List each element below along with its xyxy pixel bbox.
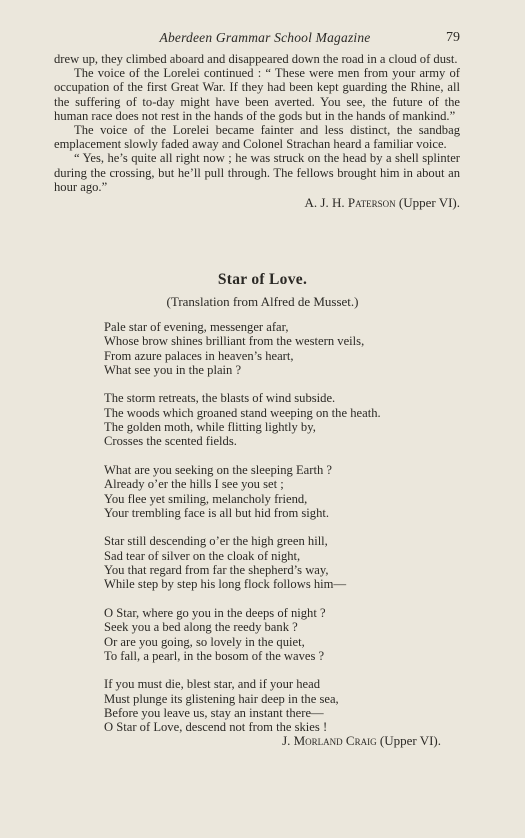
poem-body (104, 320, 464, 749)
poem-line: From azure palaces in heaven’s heart, (104, 348, 294, 363)
poem-author-signature (0, 733, 441, 749)
poem-stanza (104, 320, 464, 377)
poem-subtitle: (Translation from Alfred de Musset.) (166, 294, 359, 309)
poem-stanza (104, 534, 464, 591)
poem-line: The woods which groaned stand weeping on the heath. (104, 405, 381, 420)
poem-line: You that regard from far the shepherd’s way, (104, 563, 329, 578)
poem-line: The storm retreats, the blasts of wind subside. (104, 391, 336, 406)
story-continuation (54, 52, 460, 210)
poem-line: While step by step his long flock follows him— (104, 577, 347, 592)
poem-line: Already o’er the hills I see you set ; (104, 477, 284, 492)
poem-line: O Star of Love, descend not from the skies ! (104, 720, 328, 735)
poem-line: O Star, where go you in the deeps of night ? (104, 605, 326, 620)
poem-line: Crosses the scented fields. (104, 434, 237, 449)
author-initials: A. J. H. (304, 195, 345, 211)
poem-author-initial: J. (282, 733, 291, 748)
poem-title: Star of Love. (217, 271, 308, 288)
magazine-title: Aberdeen Grammar School Magazine (159, 30, 371, 45)
poem-line: Sad tear of silver on the cloak of night, (104, 548, 301, 563)
poem-line: Star still descending o’er the high green hill, (104, 534, 328, 549)
poem-stanza (104, 391, 464, 448)
prose-paragraph: The voice of the Lorelei continued : “ These were men from your army of occupation of the first Great War. If they had been kept guarding the Rhine, all the suffering of to-day might have been averted. You see, the future of the human race does not rest in the hands of the gods but in the hands of mankind.” (54, 66, 460, 123)
poem-line: To fall, a pearl, in the bosom of the waves ? (104, 648, 325, 663)
poem-line: The golden moth, while flitting lightly by, (104, 420, 316, 435)
poem-line: If you must die, blest star, and if your head (104, 677, 320, 692)
poem-line: Before you leave us, stay an instant there— (104, 706, 324, 721)
author-surname: Paterson (347, 195, 396, 211)
author-form: (Upper VI). (398, 195, 460, 211)
poem-author-name: Morland Craig (293, 733, 377, 748)
poem-stanza (104, 463, 464, 520)
poem-line: You flee yet smiling, melancholy friend, (104, 491, 308, 506)
poem-line: Your trembling face is all but hid from sight. (104, 505, 330, 520)
poem-author-form: (Upper VI). (379, 733, 441, 748)
poem-line: Pale star of evening, messenger afar, (104, 320, 289, 334)
poem-line: What are you seeking on the sleeping Earth ? (104, 462, 333, 477)
story-author-signature (54, 196, 460, 210)
poem-stanza (104, 606, 464, 663)
prose-paragraph: “ Yes, he’s quite all right now ; he was struck on the head by a shell splinter during the crossing, but he’ll pull through. The fellows brought him in about an hour ago.” (54, 151, 460, 194)
prose-paragraph: drew up, they climbed aboard and disappeared down the road in a cloud of dust. (54, 52, 458, 66)
poem-line: Seek you a bed along the reedy bank ? (104, 620, 298, 635)
running-header (0, 30, 525, 50)
page-number: 79 (446, 30, 460, 45)
poem-line: Whose brow shines brilliant from the western veils, (104, 334, 365, 349)
poem-stanza (104, 677, 464, 734)
poem-line: What see you in the plain ? (104, 362, 242, 377)
poem-line: Or are you going, so lovely in the quiet, (104, 634, 305, 649)
poem-line: Must plunge its glistening hair deep in the sea, (104, 691, 339, 706)
prose-paragraph: The voice of the Lorelei became fainter and less distinct, the sandbag emplacement slowly faded away and Colonel Strachan heard a familiar voice. (54, 123, 460, 152)
